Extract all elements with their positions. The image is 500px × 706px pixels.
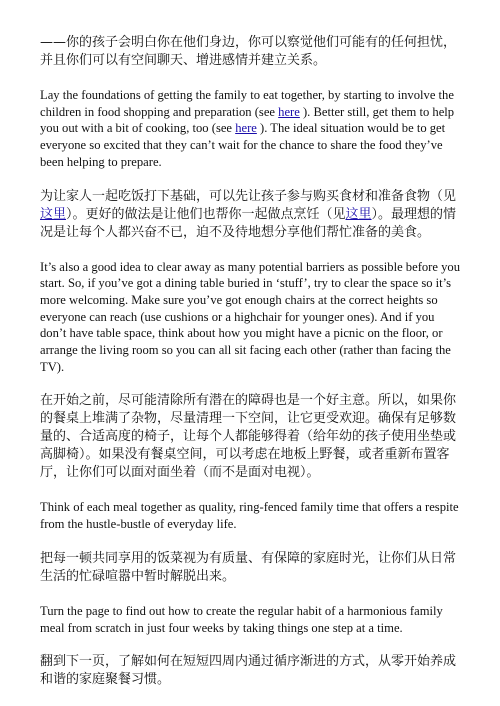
text-run: ）。更好的做法是让他们也帮你一起做点烹饪（见 [66, 206, 346, 222]
text-run: ）。最理想的情况是让每个人都兴奋不已，迫不及待地想分享他们帮忙准备的美食。 [40, 206, 457, 240]
paragraph-en-foundations [40, 87, 460, 171]
paragraph-en-turn-page [40, 603, 460, 636]
paragraph-en-quality-time [40, 499, 460, 532]
paragraph-zh-barriers [40, 392, 460, 482]
here-link-cooking[interactable]: here [235, 121, 257, 136]
text-run: ). The ideal situation would be to get everyone so excited that they can’t wait for the chance to share the food they’ve been helping to prepare. [40, 121, 446, 169]
text-run: 翻到下一页，了解如何在短短四周内通过循序渐进的方式，从零开始养成和谐的家庭聚餐习惯。 [40, 654, 457, 688]
paragraph-zh-foundations [40, 188, 460, 242]
text-run: Think of each meal together as quality, ring-fenced family time that offers a respite from the hustle-bustle of everyday life. [40, 500, 459, 532]
text-run: ). Better still, get them to help you out with a bit of cooking, too (see [40, 104, 455, 136]
text-run: Lay the foundations of getting the family to eat together, by starting to involve the children in food shopping and preparation (see [40, 88, 454, 119]
paragraph-zh-quality-time [40, 550, 460, 586]
paragraph-zh-intro [40, 34, 460, 70]
text-run: It’s also a good idea to clear away as many potential barriers as possible before you start. So, if you’ve got a dining table buried in ‘stuff’, try to clear the space so it’s more welcoming. Make sure you’ve got enough chairs at the correct heights so everyone can reach (use cushions or a highchair for younger ones). And if you don’t have table space, think about how you might have a picnic on the floor, or arrange the living room so you can all sit facing each other (rather than facing the TV). [40, 259, 461, 374]
zheli-link-cooking[interactable]: 这里 [345, 206, 372, 222]
zheli-link-shopping[interactable]: 这里 [40, 206, 67, 222]
text-run: ——你的孩子会明白你在他们身边，你可以察觉他们可能有的任何担忧，并且你们可以有空间聊天、增进感情并建立关系。 [40, 35, 457, 68]
text-run: 为让家人一起吃饭打下基础，可以先让孩子参与购买食材和准备食物（见 [40, 188, 457, 204]
text-run: 把每一顿共同享用的饭菜视为有质量、有保障的家庭时光，让你们从日常生活的忙碌喧嚣中暂时解脱出来。 [40, 550, 457, 584]
text-run: 在开始之前，尽可能清除所有潜在的障碍也是一个好主意。所以，如果你的餐桌上堆满了杂物，尽量清理一下空间，让它更受欢迎。确保有足够数量的、合适高度的椅子，让每个人都能够得着（给年幼的孩子使用坐垫或高脚椅）。如果没有餐桌空间，可以考虑在地板上野餐，或者重新布置客厅，让你们可以面对面坐着（而不是面对电视）。 [40, 393, 457, 481]
here-link-shopping[interactable]: here [278, 104, 300, 119]
text-run: Turn the page to find out how to create the regular habit of a harmonious family meal from scratch in just four weeks by taking things one step at a time. [40, 603, 443, 635]
paragraph-en-barriers [40, 259, 460, 376]
paragraph-zh-turn-page [40, 653, 460, 689]
